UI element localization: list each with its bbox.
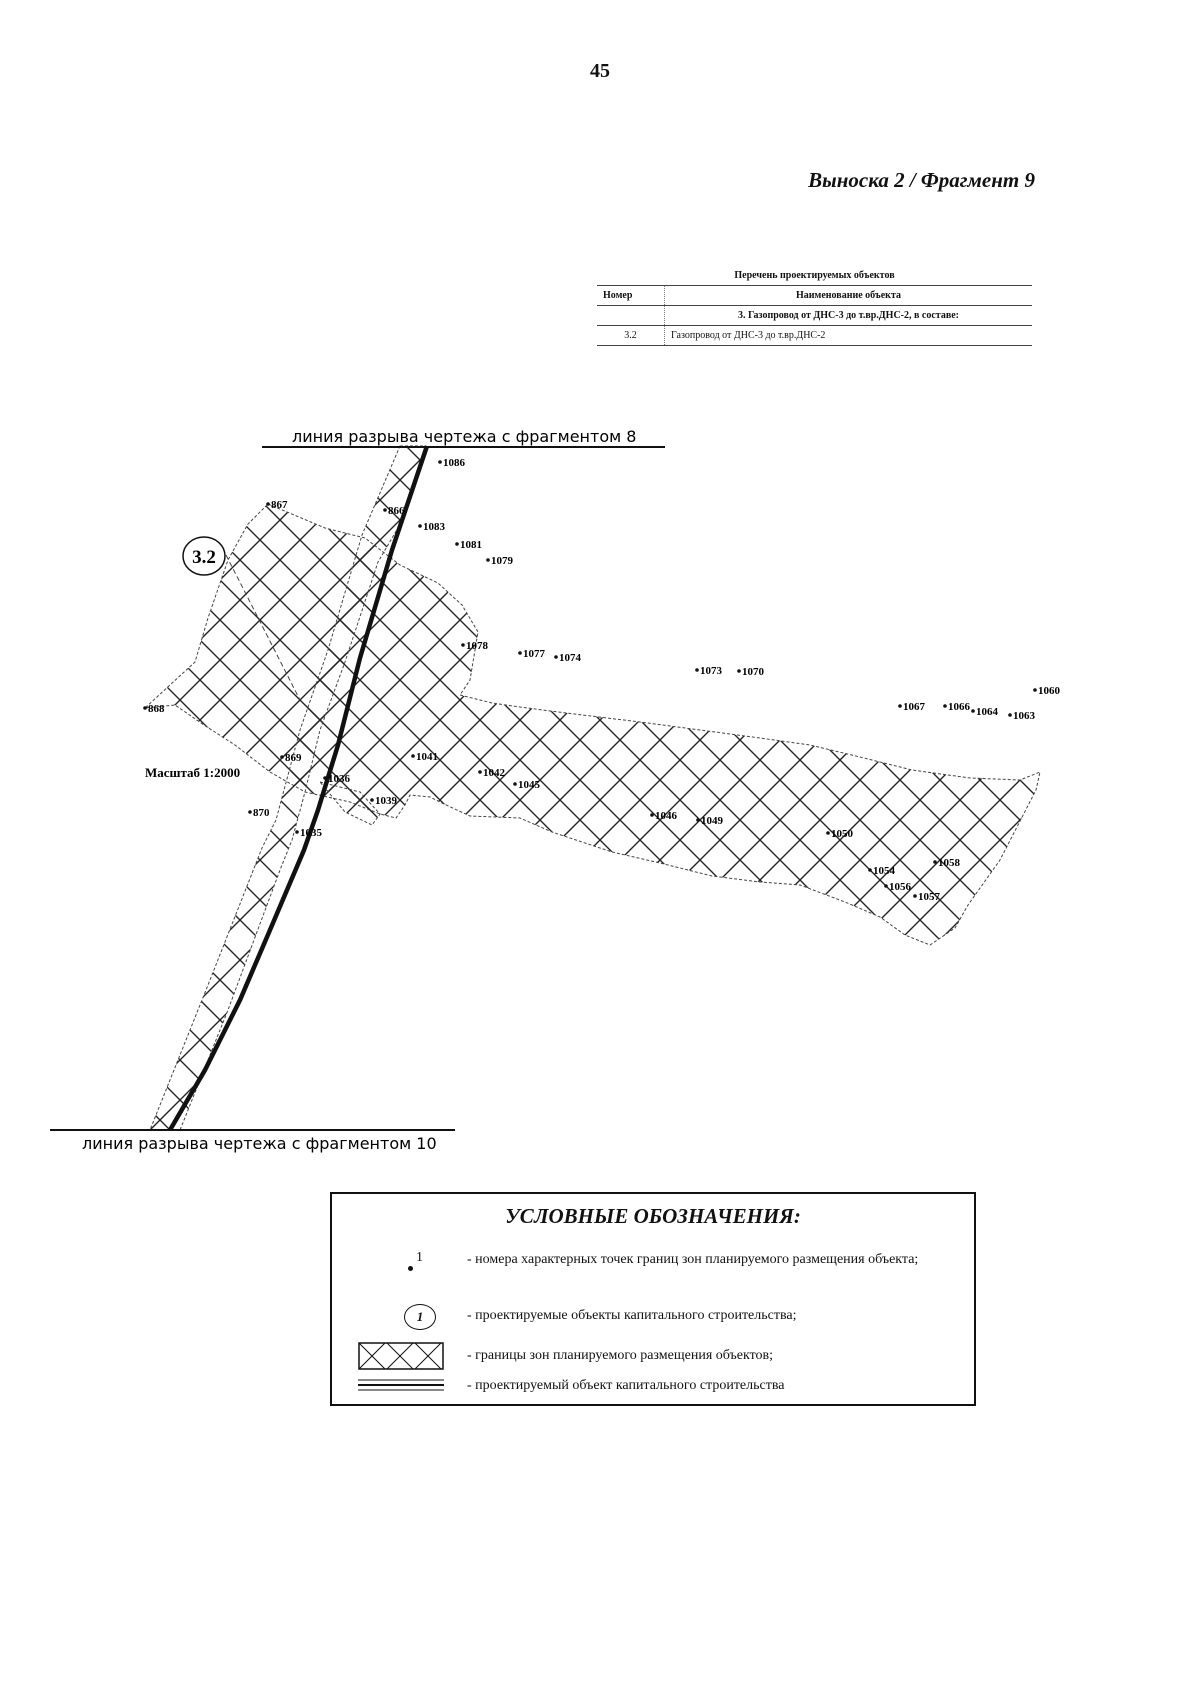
point-marker-dot [461,643,465,647]
point-label: 1056 [889,881,911,893]
break-line-top-label: линия разрыва чертежа с фрагментом 8 [292,427,637,446]
break-line-bottom-label: линия разрыва чертежа с фрагментом 10 [82,1134,437,1153]
hatch-zone-icon [352,1340,452,1374]
point-marker-dot [370,798,374,802]
point-label: 1036 [328,773,350,785]
map-fragment [0,400,1200,1160]
point-marker-dot [1033,688,1037,692]
point-label: 1077 [523,648,545,660]
point-label: 1060 [1038,685,1060,697]
point-label: 1042 [483,767,505,779]
point-label: 1057 [918,891,940,903]
point-label: 1054 [873,865,895,877]
objects-table-caption: Перечень проектируемых объектов [734,270,895,281]
legend-text-objects: - проектируемые объекты капитального строительства; [467,1308,797,1323]
point-marker-dot [418,524,422,528]
legend-text-pipeline: - проектируемый объект капитального строительства [467,1378,785,1393]
point-marker-dot [650,813,654,817]
point-marker-dot [884,884,888,888]
row-number: 3.2 [597,326,665,346]
legend-text-zones: - границы зон планируемого размещения объектов; [467,1348,774,1363]
point-label: 1079 [491,555,513,567]
object-callout-label: 3.2 [192,547,216,568]
point-marker-dot [933,860,937,864]
point-label: 866 [388,505,405,517]
point-marker-dot [513,782,517,786]
point-number-icon [352,1250,452,1284]
pipeline-line-icon [352,1374,452,1408]
group-row-spacer [597,306,665,326]
legend-row-points [332,1250,974,1294]
point-marker-dot [295,830,299,834]
point-label: 1074 [559,652,581,664]
point-label: 870 [253,807,270,819]
point-marker-dot [1008,713,1012,717]
point-label: 1045 [518,779,540,791]
point-label: 1078 [466,640,488,652]
point-marker-dot [438,460,442,464]
point-marker-dot [898,704,902,708]
point-label: 1046 [655,810,677,822]
legend-row-pipeline [332,1374,974,1398]
point-marker-dot [868,868,872,872]
point-label: 1049 [701,815,723,827]
object-circle-icon [352,1302,452,1336]
row-name: Газопровод от ДНС-3 до т.вр.ДНС-2 [665,326,1033,346]
point-marker-dot [383,508,387,512]
point-marker-dot [737,669,741,673]
point-label: 1073 [700,665,722,677]
point-label: 1041 [416,751,438,763]
point-label: 1035 [300,827,322,839]
point-label: 1064 [976,706,998,718]
point-label: 1039 [375,795,397,807]
legend-box [330,1192,976,1406]
point-label: 1070 [742,666,764,678]
legend-title: УСЛОВНЫЕ ОБОЗНАЧЕНИЯ: [505,1204,801,1228]
point-marker-dot [266,502,270,506]
column-header-name: Наименование объекта [665,286,1033,306]
point-label: 1063 [1013,710,1035,722]
point-marker-dot [695,668,699,672]
point-marker-dot [696,818,700,822]
map-drawing [0,400,1200,1160]
objects-table [597,270,1032,346]
point-marker-dot [280,755,284,759]
point-label: 1086 [443,457,465,469]
callout-title: Выноска 2 / Фрагмент 9 [808,168,1035,192]
point-marker-dot [411,754,415,758]
point-label: 868 [148,703,165,715]
point-symbol-label: 1 [416,1250,423,1265]
column-header-number: Номер [597,286,665,306]
point-marker-dot [971,709,975,713]
point-label: 1083 [423,521,445,533]
point-marker-dot [554,655,558,659]
point-marker-dot [455,542,459,546]
point-label: 1050 [831,828,853,840]
table-row [597,326,1032,346]
point-label: 1081 [460,539,482,551]
point-label: 1067 [903,701,925,713]
point-marker-dot [518,651,522,655]
point-label: 1066 [948,701,970,713]
point-marker-dot [248,810,252,814]
placement-zones [145,446,1040,1130]
point-label: 869 [285,752,302,764]
point-marker-dot [486,558,490,562]
legend-row-objects [332,1302,974,1332]
point-marker-dot [143,706,147,710]
group-row: 3. Газопровод от ДНС-3 до т.вр.ДНС-2, в составе: [665,306,1033,326]
scale-label: Масштаб 1:2000 [145,765,241,780]
point-label: 1058 [938,857,960,869]
point-marker-dot [826,831,830,835]
circle-symbol-label: 1 [404,1304,436,1330]
point-marker-dot [913,894,917,898]
point-label: 867 [271,499,288,511]
point-marker-dot [478,770,482,774]
object-callout [183,537,225,575]
legend-text-points: - номера характерных точек границ зон планируемого размещения объекта; [467,1252,919,1267]
page-number: 45 [590,60,610,82]
point-marker-dot [323,776,327,780]
placement-zone-main [145,504,1040,945]
point-marker-dot [943,704,947,708]
legend-row-zones [332,1340,974,1370]
